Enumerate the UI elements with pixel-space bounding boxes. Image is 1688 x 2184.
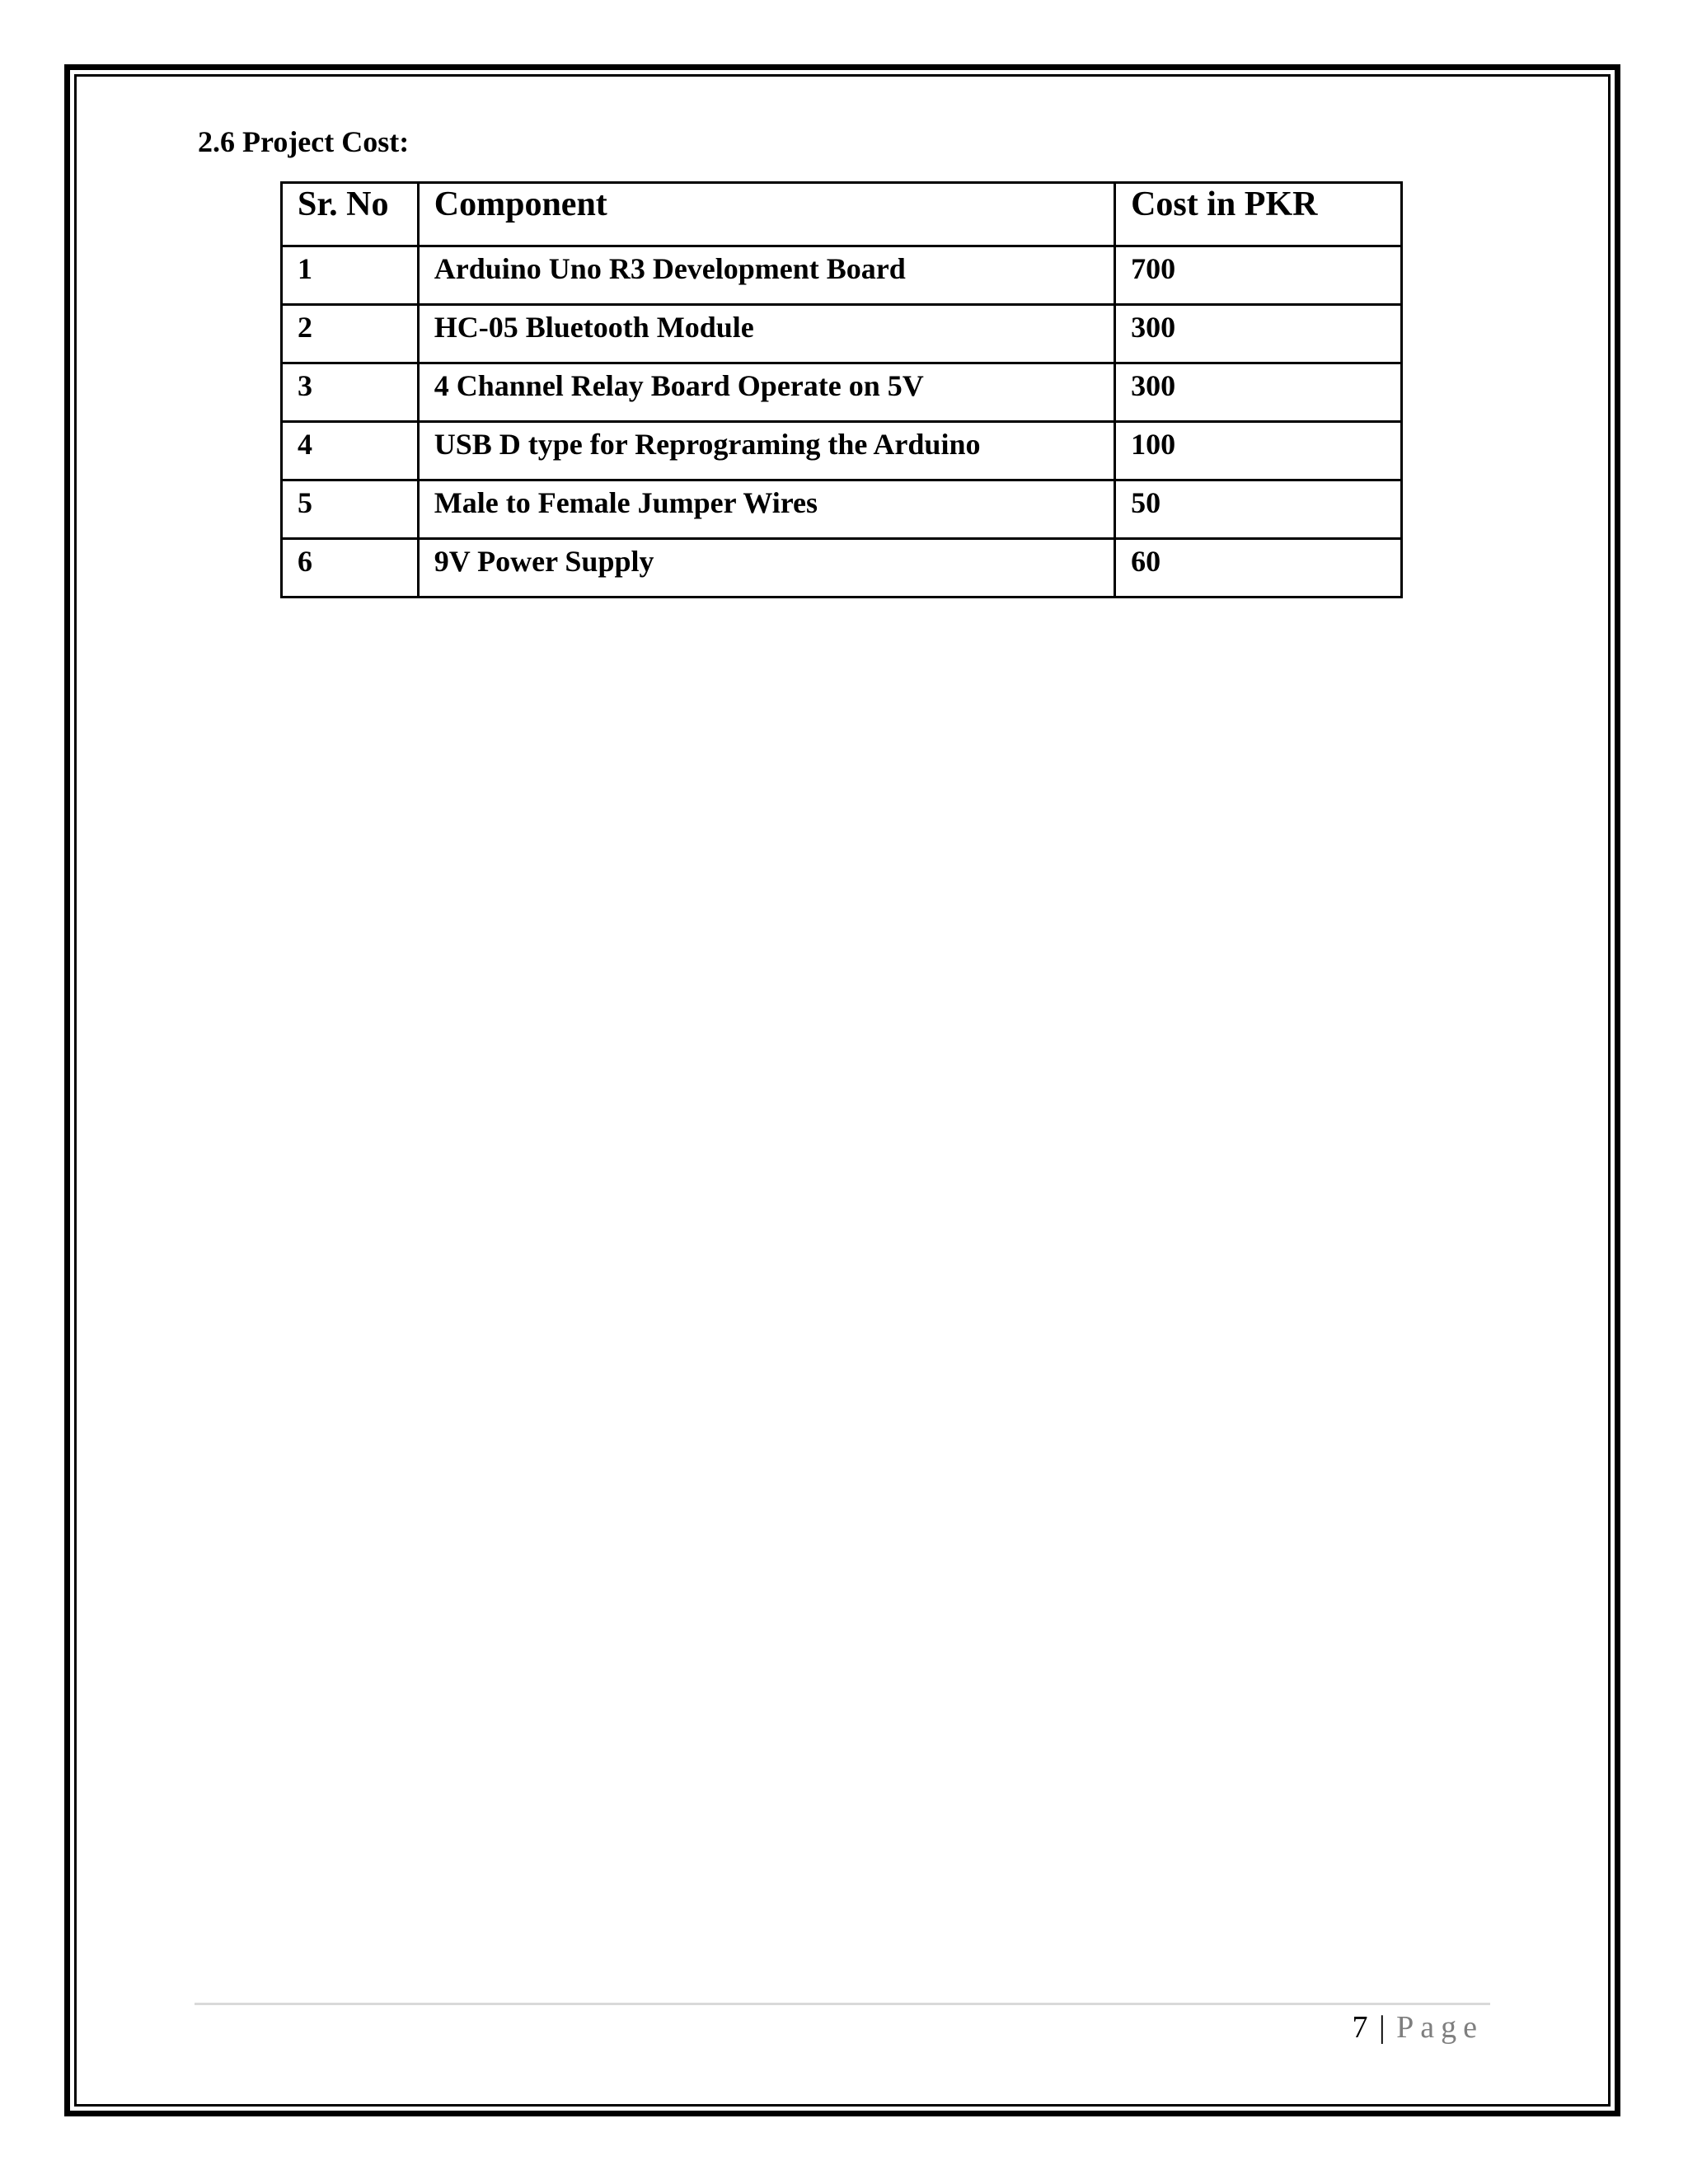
table-row — [282, 305, 1402, 363]
cell-component: USB D type for Reprograming the Arduino — [418, 422, 1114, 480]
project-cost-table — [280, 181, 1403, 598]
table-row — [282, 363, 1402, 422]
page-footer — [1353, 2006, 1484, 2049]
cell-cost: 50 — [1115, 480, 1402, 539]
footer-separator: | — [1379, 2010, 1386, 2045]
cell-sr: 6 — [282, 539, 419, 598]
page-number: 7 — [1352, 2010, 1368, 2045]
footer-divider — [195, 2003, 1490, 2005]
cell-cost: 700 — [1115, 246, 1402, 305]
cell-component: 9V Power Supply — [418, 539, 1114, 598]
page-label: Page — [1396, 2010, 1484, 2045]
cell-sr: 5 — [282, 480, 419, 539]
cell-cost: 60 — [1115, 539, 1402, 598]
cell-cost: 300 — [1115, 305, 1402, 363]
section-heading: 2.6 Project Cost: — [198, 125, 410, 158]
table-row — [282, 539, 1402, 598]
cell-cost: 300 — [1115, 363, 1402, 422]
cell-cost: 100 — [1115, 422, 1402, 480]
header-component: Component — [418, 183, 1114, 246]
cell-component: HC-05 Bluetooth Module — [418, 305, 1114, 363]
table-row — [282, 422, 1402, 480]
cell-sr: 1 — [282, 246, 419, 305]
cell-component: Arduino Uno R3 Development Board — [418, 246, 1114, 305]
table-header-row — [282, 183, 1402, 246]
table-row — [282, 246, 1402, 305]
cell-component: 4 Channel Relay Board Operate on 5V — [418, 363, 1114, 422]
cell-sr: 4 — [282, 422, 419, 480]
cell-sr: 2 — [282, 305, 419, 363]
table-row — [282, 480, 1402, 539]
cell-component: Male to Female Jumper Wires — [418, 480, 1114, 539]
cell-sr: 3 — [282, 363, 419, 422]
header-sr-no: Sr. No — [282, 183, 419, 246]
header-cost: Cost in PKR — [1115, 183, 1402, 246]
